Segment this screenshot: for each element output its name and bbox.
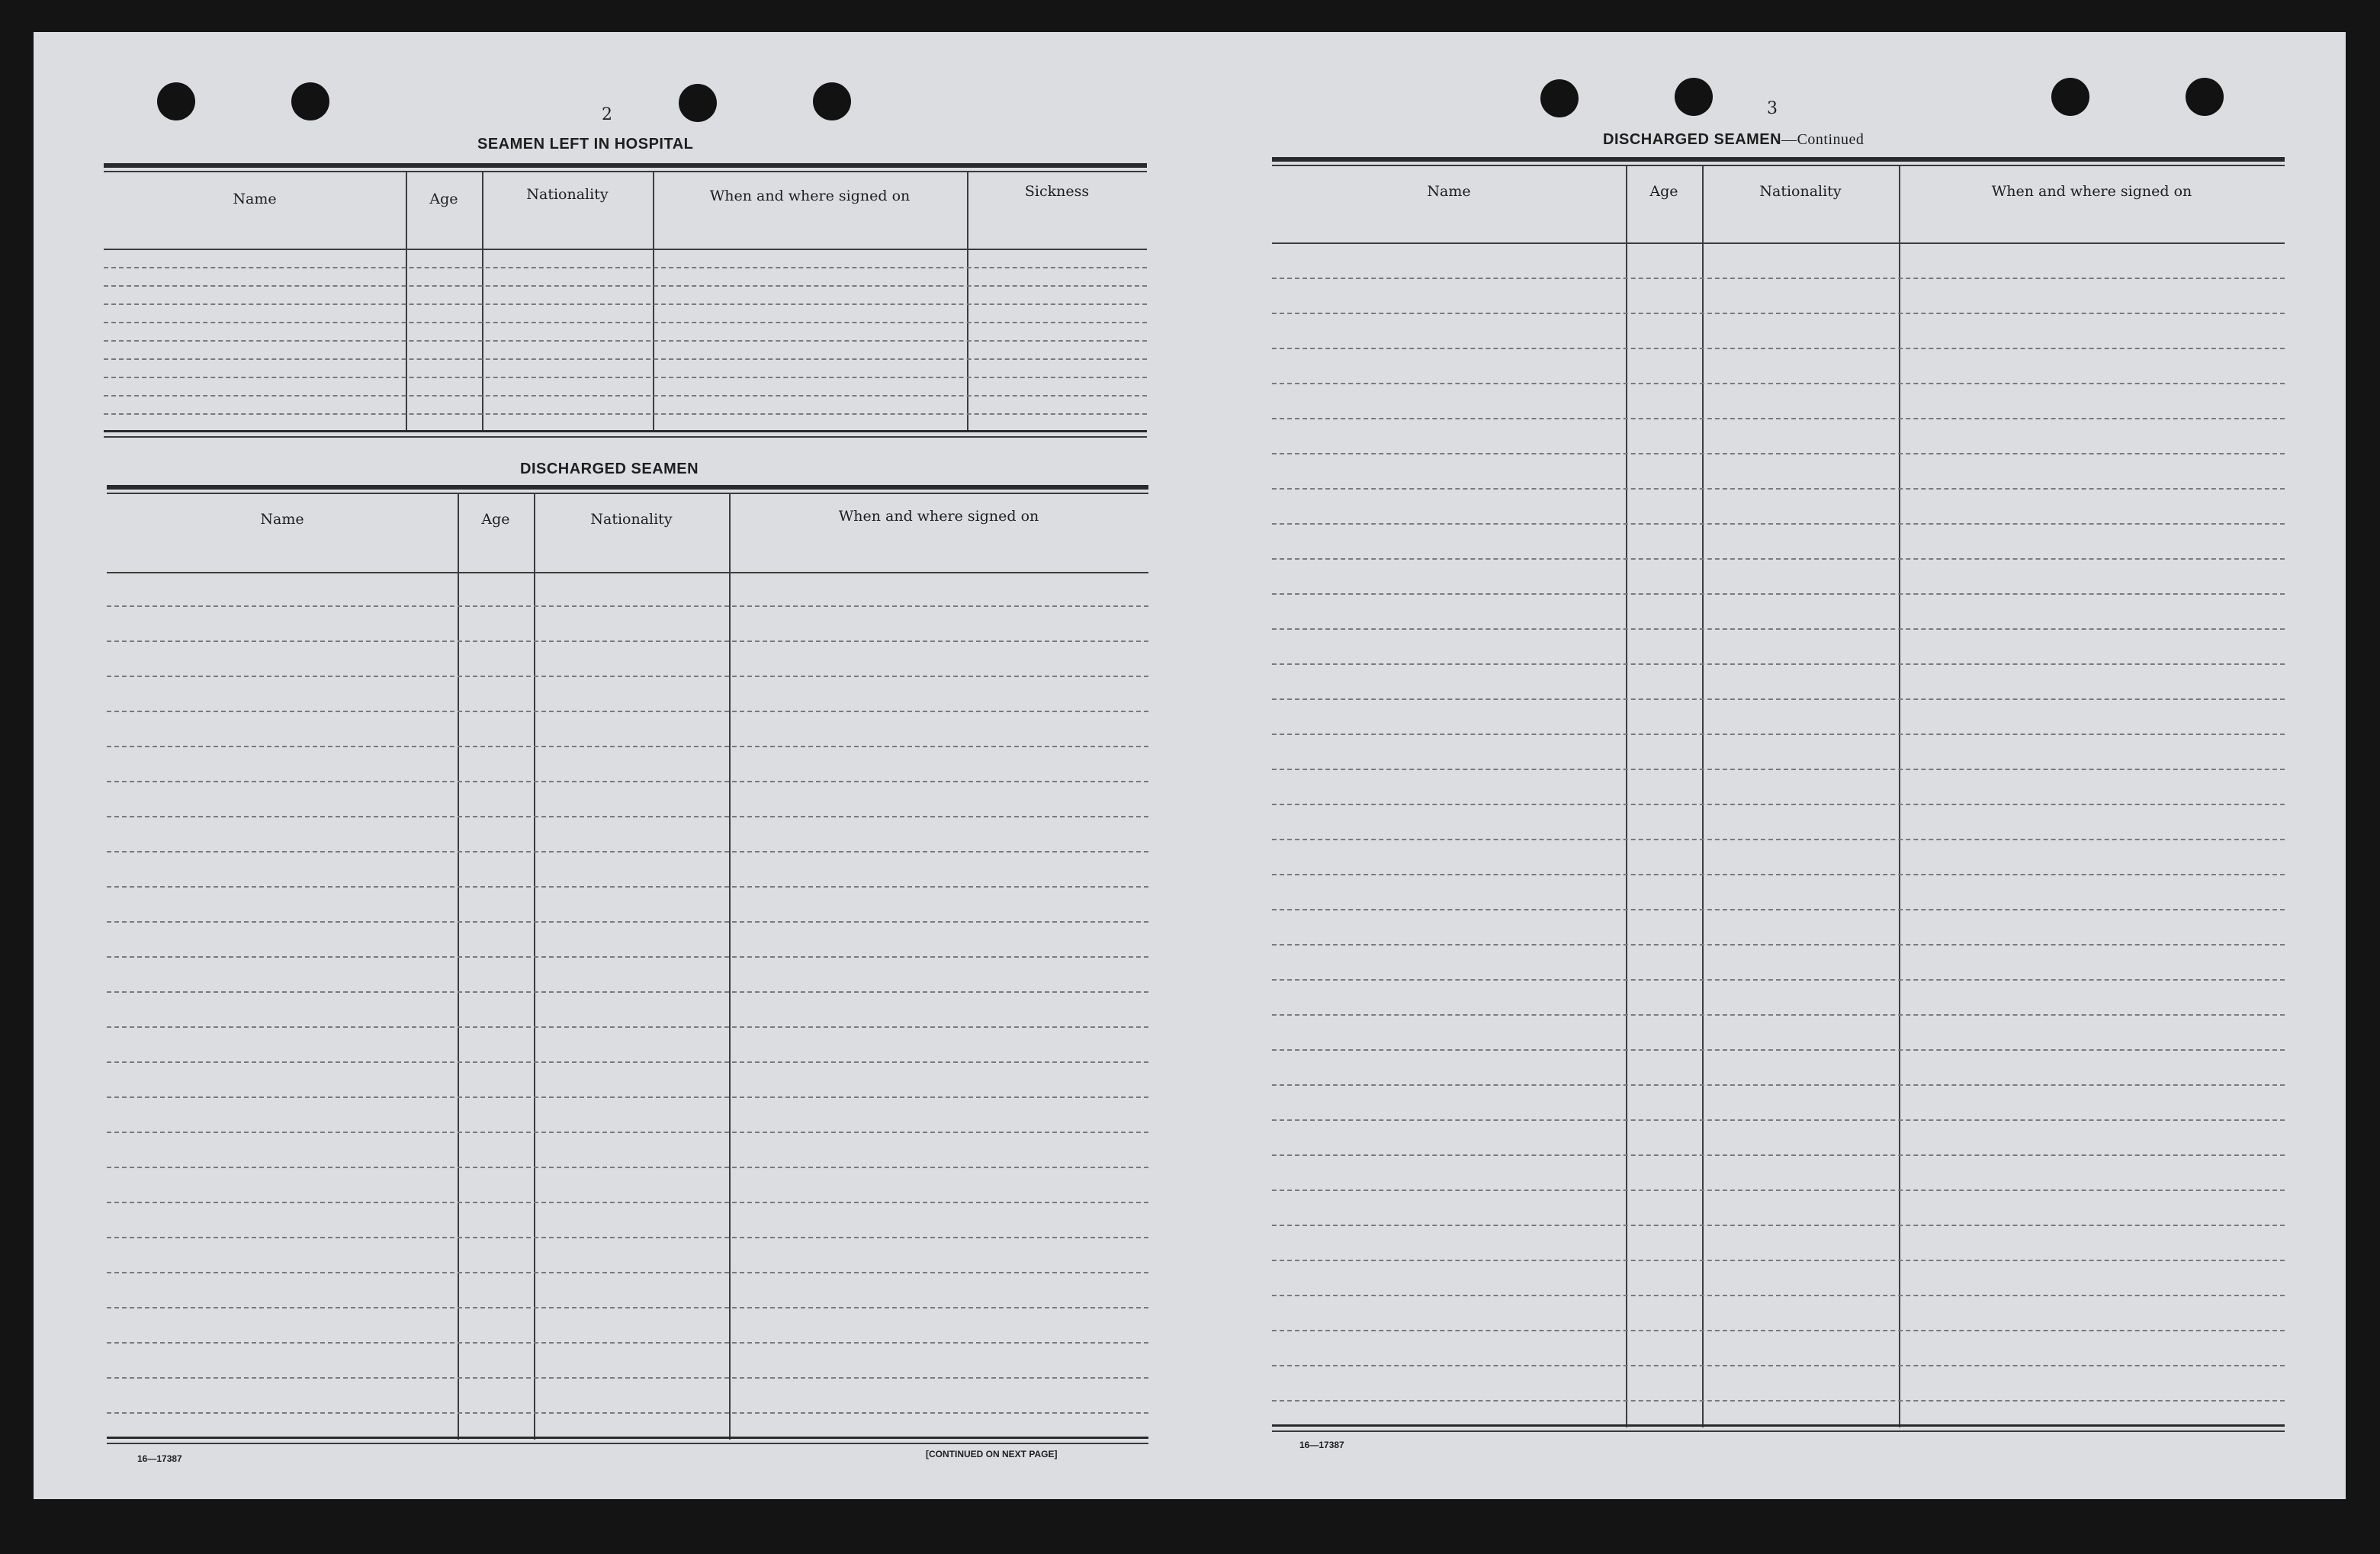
column-header-name: Name [1427, 183, 1471, 200]
ruled-line [107, 921, 1148, 923]
form-sheet [34, 32, 2346, 1499]
ruled-line [1272, 1049, 2285, 1051]
table-bottom-rule [107, 1437, 1148, 1439]
ruled-line [1272, 1084, 2285, 1086]
ruled-line [107, 1377, 1148, 1379]
column-divider [458, 494, 459, 1440]
ruled-line [1272, 1154, 2285, 1156]
ruled-line [107, 991, 1148, 993]
column-divider [1702, 166, 1704, 1427]
table-bottom-rule [1272, 1430, 2285, 1432]
column-divider [406, 172, 407, 432]
ruled-line [1272, 804, 2285, 805]
ruled-line [107, 1096, 1148, 1098]
punch-hole [1675, 78, 1713, 116]
column-header-name: Name [260, 511, 304, 528]
ruled-line [1272, 628, 2285, 630]
ruled-line [107, 1026, 1148, 1028]
ruled-line [107, 1307, 1148, 1308]
ruled-line [1272, 979, 2285, 981]
column-header-nationality: Nationality [1759, 183, 1842, 200]
ruled-line [1272, 348, 2285, 349]
ruled-line [104, 358, 1147, 360]
ruled-line [1272, 734, 2285, 735]
punch-hole [813, 82, 851, 120]
punch-hole [2051, 78, 2089, 116]
ruled-line [107, 1342, 1148, 1344]
ruled-line [107, 1412, 1148, 1414]
column-divider [482, 172, 483, 432]
ruled-line [1272, 488, 2285, 490]
ruled-line [107, 676, 1148, 677]
table-bottom-rule [1272, 1424, 2285, 1427]
column-header-age: Age [481, 511, 510, 528]
ruled-line [107, 956, 1148, 958]
ruled-line [1272, 769, 2285, 770]
hospital-table [104, 172, 1147, 432]
column-divider [1899, 166, 1900, 1427]
ruled-line [1272, 313, 2285, 314]
header-baseline [1272, 242, 2285, 244]
header-baseline [104, 249, 1147, 250]
ruled-line [107, 746, 1148, 747]
continued-suffix: —Continued [1781, 131, 1864, 148]
ruled-line [1272, 558, 2285, 560]
ruled-line [104, 322, 1147, 323]
ruled-line [107, 781, 1148, 782]
ruled-line [1272, 1330, 2285, 1331]
ruled-line [107, 605, 1148, 607]
ruled-line [1272, 1400, 2285, 1401]
column-divider [653, 172, 654, 432]
hospital-section-title: SEAMEN LEFT IN HOSPITAL [477, 136, 694, 153]
column-header-signed-on: When and where signed on [709, 188, 911, 204]
column-divider [534, 494, 535, 1440]
ruled-line [1272, 383, 2285, 384]
column-header-sickness: Sickness [1024, 183, 1090, 200]
punch-hole [157, 82, 195, 120]
column-header-age: Age [429, 191, 458, 207]
ruled-line [104, 377, 1147, 378]
column-header-signed-on: When and where signed on [1991, 183, 2192, 200]
ruled-line [107, 1237, 1148, 1238]
table-bottom-rule [104, 430, 1147, 432]
ruled-line [1272, 1295, 2285, 1296]
ruled-line [1272, 909, 2285, 910]
ruled-line [107, 1061, 1148, 1063]
ruled-line [107, 1202, 1148, 1203]
punch-hole [679, 84, 717, 122]
ruled-line [1272, 1190, 2285, 1191]
ruled-line [107, 1132, 1148, 1133]
ruled-line [1272, 839, 2285, 840]
discharged-section-title: DISCHARGED SEAMEN [520, 461, 699, 477]
column-header-name: Name [233, 191, 277, 207]
column-divider [729, 494, 731, 1440]
column-divider [1626, 166, 1627, 1427]
discharged-continued-title [1603, 131, 1864, 149]
ruled-line [1272, 1119, 2285, 1121]
ruled-line [1272, 698, 2285, 700]
form-number: 16—17387 [137, 1453, 182, 1464]
form-number: 16—17387 [1299, 1440, 1344, 1450]
ruled-line [1272, 1225, 2285, 1226]
discharged-title-text: DISCHARGED SEAMEN [1603, 131, 1782, 148]
ruled-line [1272, 663, 2285, 665]
ruled-line [104, 340, 1147, 342]
ruled-line [104, 303, 1147, 305]
column-header-signed-on: When and where signed on [838, 508, 1039, 525]
ruled-line [1272, 453, 2285, 454]
table-top-rule [1272, 157, 2285, 162]
column-header-age: Age [1649, 183, 1678, 200]
column-header-nationality: Nationality [590, 511, 673, 528]
ruled-line [107, 816, 1148, 817]
ruled-line [1272, 1014, 2285, 1016]
ruled-line [1272, 523, 2285, 525]
ruled-line [107, 1272, 1148, 1273]
page-number: 3 [1767, 99, 1778, 118]
ruled-line [107, 851, 1148, 852]
ruled-line [1272, 418, 2285, 419]
ruled-line [107, 711, 1148, 712]
discharged-table [107, 494, 1148, 1440]
ruled-line [104, 395, 1147, 397]
punch-hole [2186, 78, 2224, 116]
column-header-nationality: Nationality [526, 186, 609, 203]
ruled-line [1272, 1365, 2285, 1366]
header-baseline [107, 572, 1148, 573]
ruled-line [1272, 1260, 2285, 1261]
table-top-rule [107, 485, 1148, 490]
ruled-line [104, 267, 1147, 268]
ruled-line [1272, 874, 2285, 875]
ruled-line [104, 413, 1147, 415]
discharged-continued-table [1272, 166, 2285, 1427]
punch-hole [1540, 79, 1579, 117]
table-top-rule [104, 163, 1147, 168]
ruled-line [1272, 944, 2285, 946]
continued-note: [CONTINUED ON NEXT PAGE] [926, 1449, 1058, 1459]
ruled-line [107, 641, 1148, 642]
table-bottom-rule [107, 1443, 1148, 1444]
ruled-line [1272, 593, 2285, 595]
page-number: 2 [602, 105, 612, 124]
punch-hole [291, 82, 329, 120]
ruled-line [104, 285, 1147, 287]
ruled-line [107, 1167, 1148, 1168]
table-bottom-rule [104, 436, 1147, 438]
column-divider [967, 172, 968, 432]
ruled-line [1272, 278, 2285, 279]
ruled-line [107, 886, 1148, 888]
